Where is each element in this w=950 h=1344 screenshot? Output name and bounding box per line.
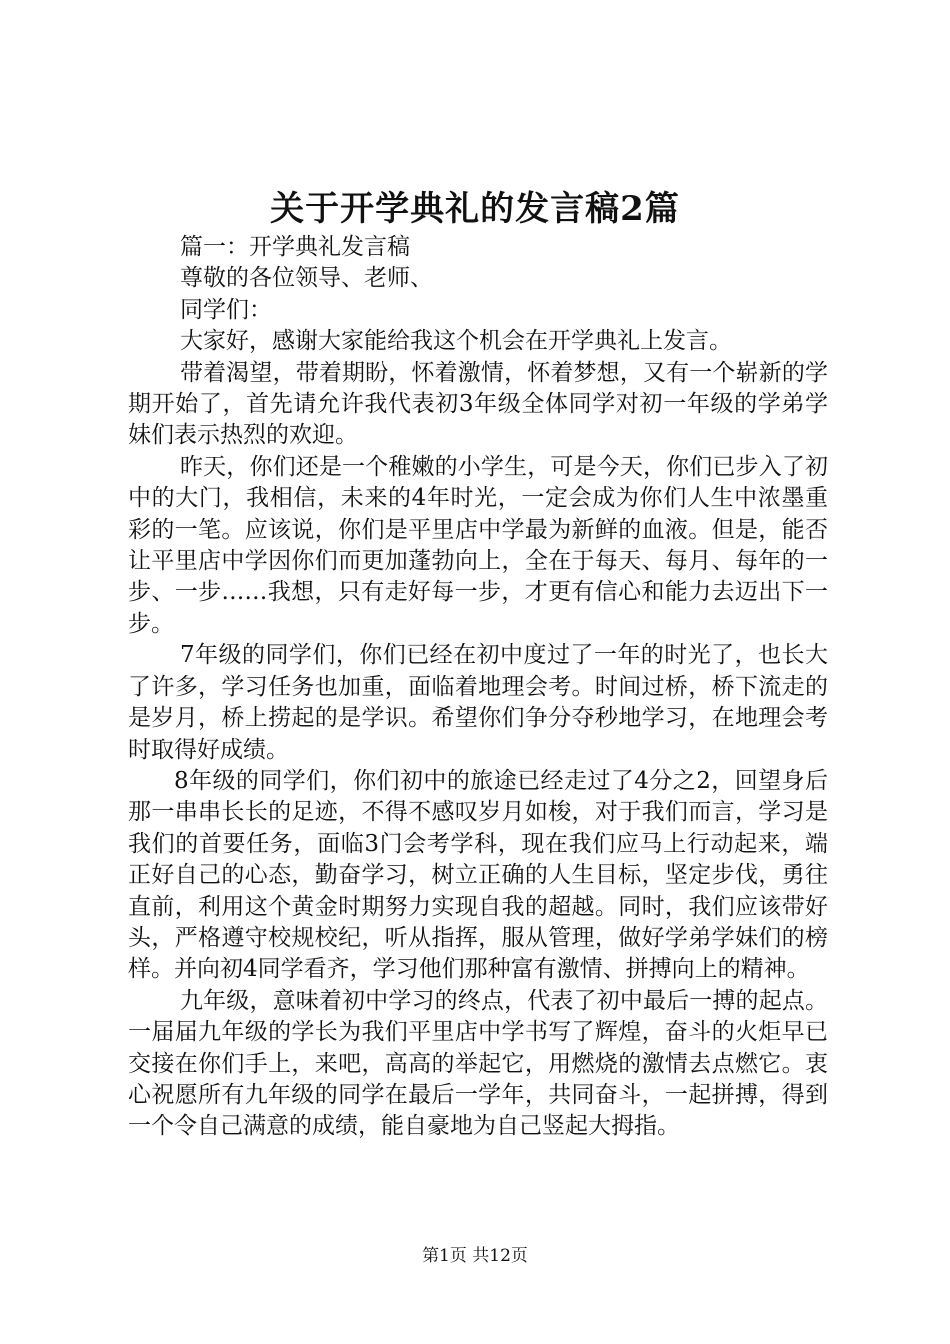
- document-body: [128, 232, 828, 1143]
- body-paragraph: 九年级，意味着初中学习的终点，代表了初中最后一搏的起点。一届届九年级的学长为我们平里店中学书写了辉煌，奋斗的火炬早已交接在你们手上，来吧，高高的举起它，用燃烧的激情去点燃它。衷心祝愿所有九年级的同学在最后一学年，共同奋斗，一起拼搏，得到一个令自己满意的成绩，能自豪地为自己竖起大拇指。: [128, 987, 828, 1140]
- salutation-line: 尊敬的各位领导、老师、: [180, 265, 433, 292]
- body-paragraph: 带着渴望，带着期盼，怀着激情，怀着梦想，又有一个崭新的学期开始了，首先请允许我代表初3年级全体同学对初一年级的学弟学妹们表示热烈的欢迎。: [128, 359, 828, 449]
- section-heading: 篇一：开学典礼发言稿: [180, 234, 410, 260]
- salutation-line: 同学们：: [180, 296, 272, 323]
- body-paragraph: 大家好，感谢大家能给我这个机会在开学典礼上发言。: [180, 328, 732, 355]
- page-footer: 第1页 共12页: [422, 1246, 528, 1266]
- body-paragraph: 昨天，你们还是一个稚嫩的小学生，可是今天，你们已步入了初中的大门，我相信，未来的4年时光，一定会成为你们人生中浓墨重彩的一笔。应该说，你们是平里店中学最为新鲜的血液。但是，能否让平里店中学因你们而更加蓬勃向上，全在于每天、每月、每年的一步、一步……我想，只有走好每一步，才更有信心和能力去迈出下一步。: [128, 453, 828, 637]
- body-paragraph: 7年级的同学们，你们已经在初中度过了一年的时光了，也长大了许多，学习任务也加重，面临着地理会考。时间过桥，桥下流走的是岁月，桥上捞起的是学识。希望你们争分夺秒地学习，在地理会考时取得好成绩。: [128, 642, 828, 763]
- body-paragraph: 8年级的同学们，你们初中的旅途已经走过了4分之2，回望身后那一串串长长的足迹，不得不感叹岁月如梭，对于我们而言，学习是我们的首要任务，面临3门会考学科，现在我们应马上行动起来，端正好自己的心态，勤奋学习，树立正确的人生目标，坚定步伐，勇往直前，利用这个黄金时期努力实现自我的超越。同时，我们应该带好头，严格遵守校规校纪，听从指挥，服从管理，做好学弟学妹们的榜样。并向初4同学看齐，学习他们那种富有激情、拼搏向上的精神。: [128, 767, 828, 983]
- document-title: 关于开学典礼的发言稿2篇: [270, 189, 680, 229]
